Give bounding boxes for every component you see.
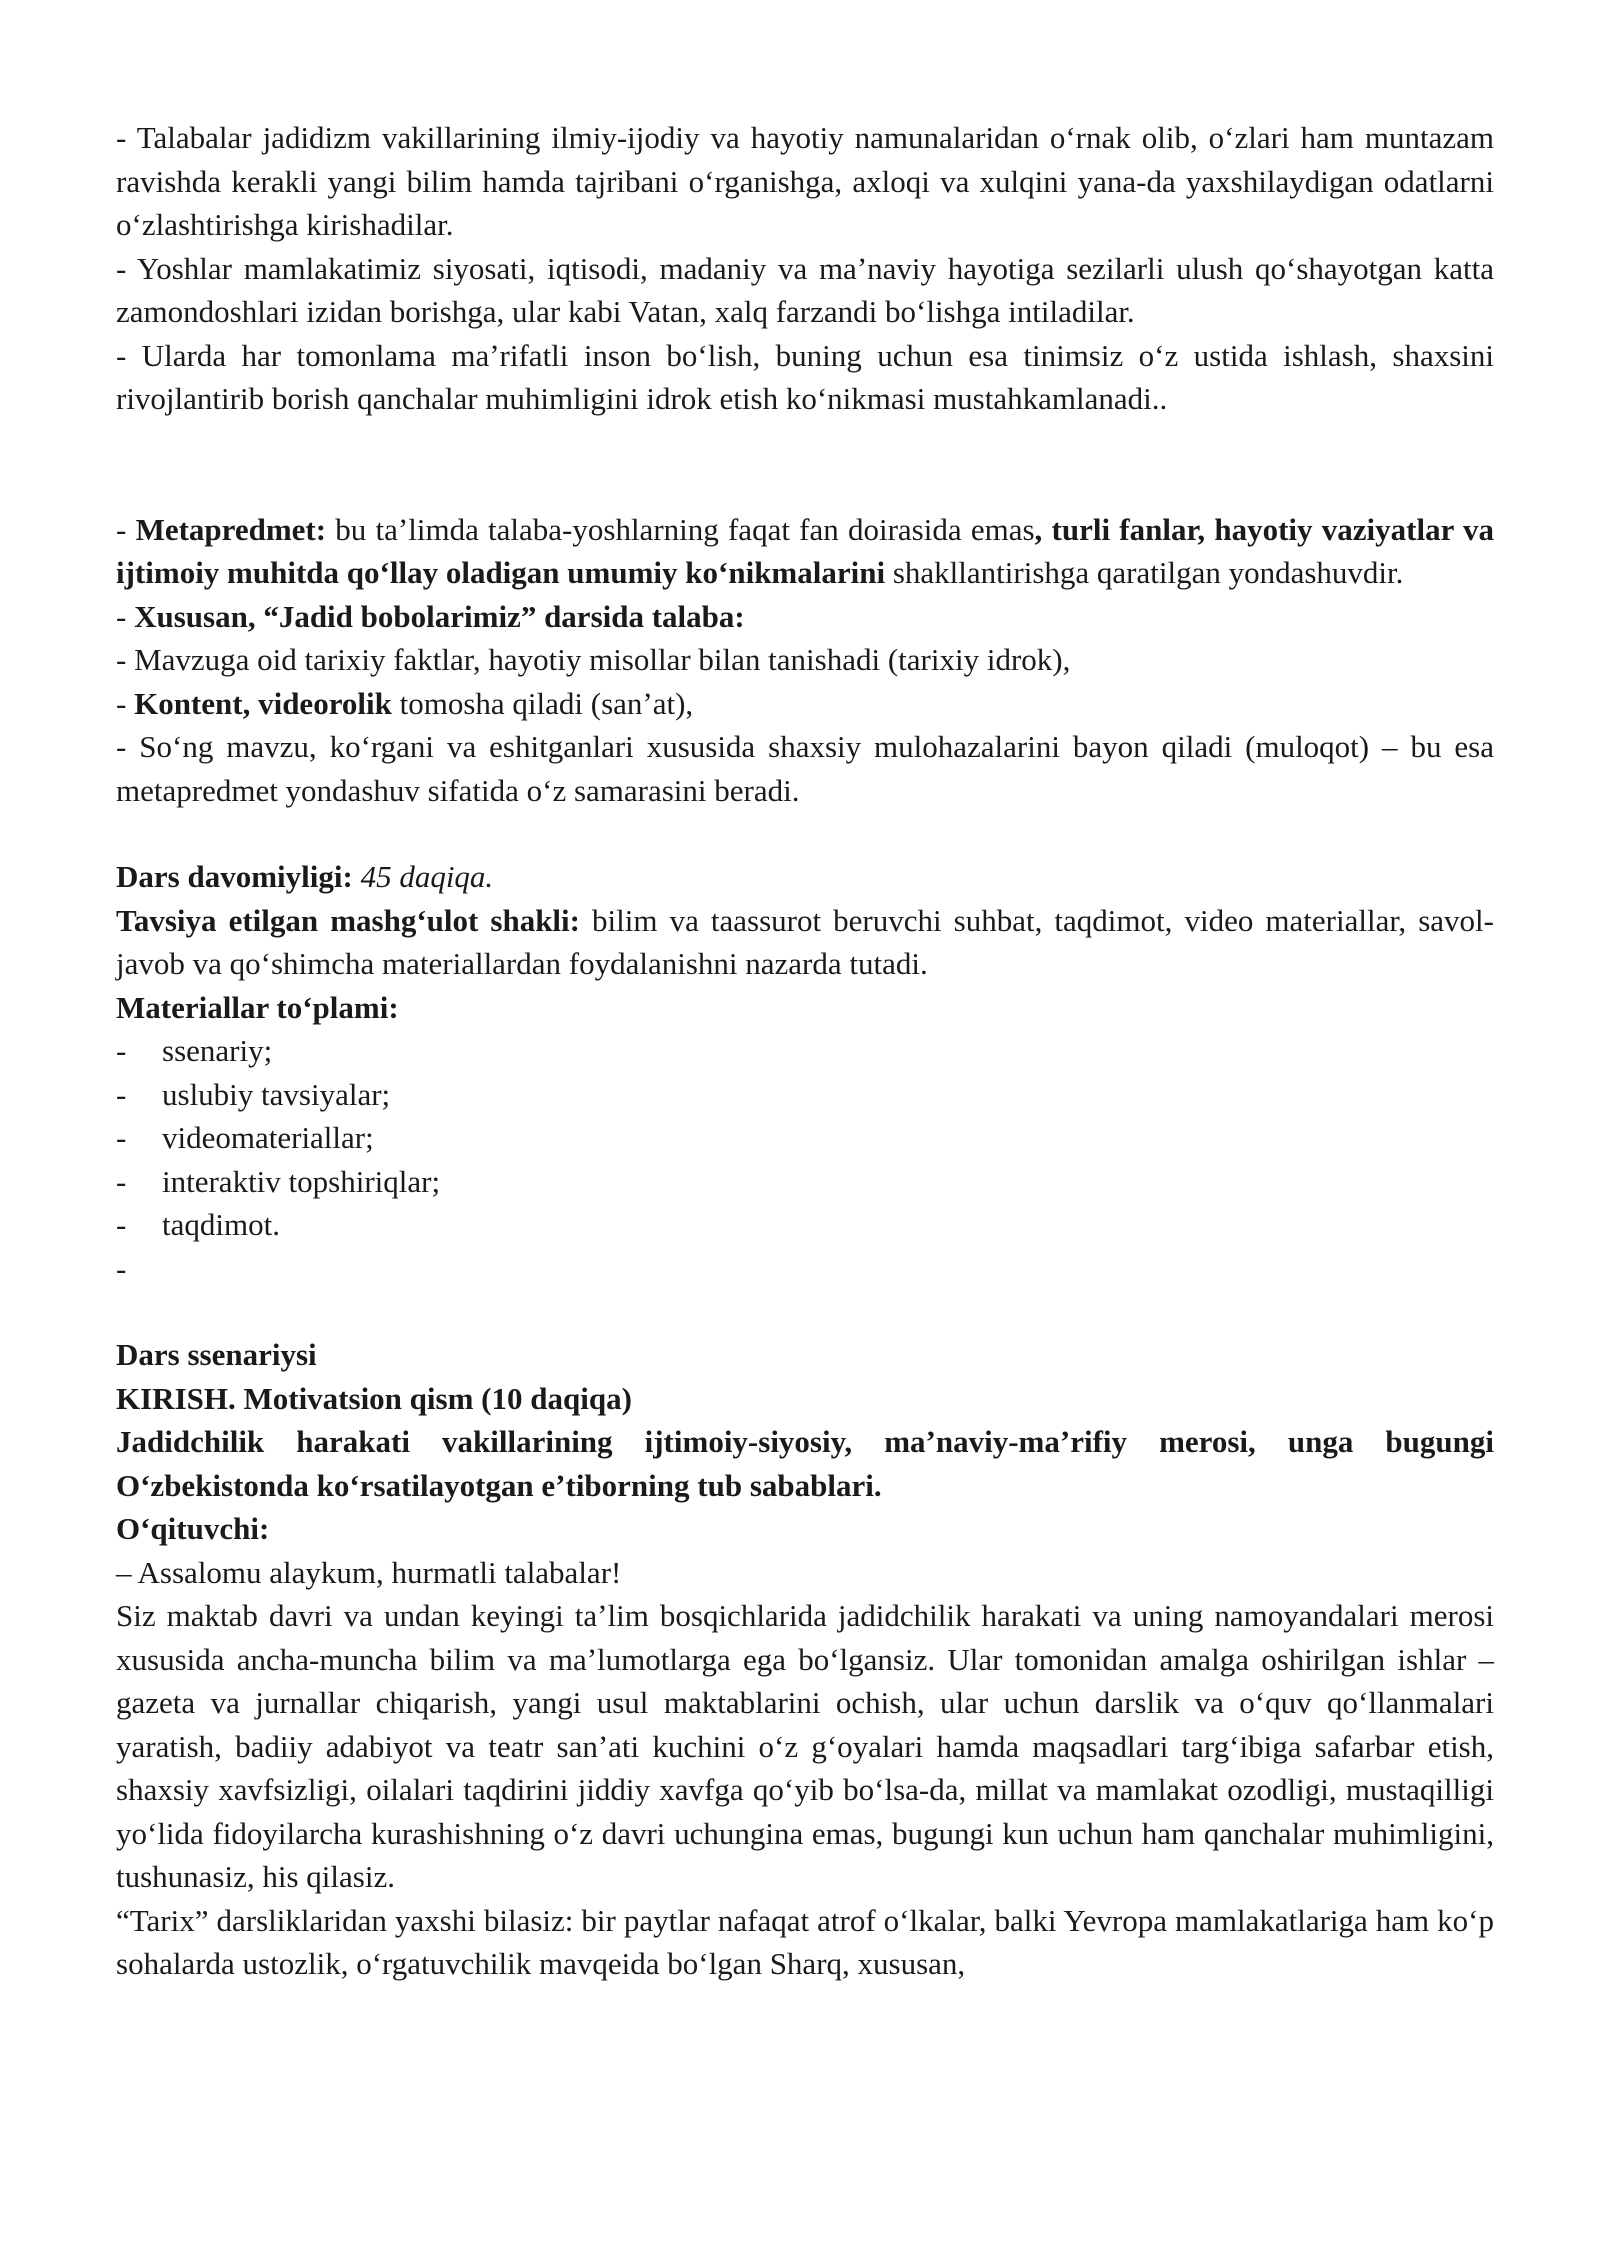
spacer (116, 1290, 1494, 1333)
list-item (116, 1029, 1494, 1073)
scenario-heading (116, 1420, 1494, 1507)
teacher-label-text: Oʻqituvchi: (116, 1511, 270, 1546)
list-dash: - (116, 1207, 127, 1242)
list-item (116, 1116, 1494, 1160)
scenario-title (116, 1333, 1494, 1377)
list-item-empty (116, 1247, 1494, 1291)
list-item-text: taqdimot. (162, 1207, 280, 1242)
metapredmet-text-1: bu taʼlimda talaba-yoshlarning faqat fan doirasida emas (326, 511, 1035, 547)
outcome-paragraph-2: - Yoshlar mamlakatimiz siyosati, iqtisodi, madaniy va maʼnaviy hayotiga sezilarli ulush qoʻshayotgan katta zamondoshlari izidan borishga, ular kabi Vatan, xalq farzandi boʻlishga intiladilar. (116, 250, 1494, 329)
list-item-text: ssenariy; (162, 1033, 273, 1068)
duration-label: Dars davomiyligi: (116, 859, 353, 894)
dars-duration (116, 855, 1494, 899)
form-label: Tavsiya etilgan mashgʻulot shakli: (116, 902, 580, 938)
list-item-text: interaktiv topshiriqlar; (162, 1163, 441, 1199)
kirish-heading-text: KIRISH. Motivatsion qism (10 daqiqa) (116, 1380, 632, 1416)
spacer (116, 812, 1494, 855)
outcome-paragraph-3: - Ularda har tomonlama maʼrifatli inson boʻlish, buning uchun esa tinimsiz oʻz ustida ishlash, shaxsini rivojlantirib borish qanchalar muhimligini idrok etish koʻnikmasi mustahkamlanadi.. (116, 337, 1494, 416)
metapredmet-item-kontent (116, 682, 1494, 726)
metapredmet-prefix: - (116, 511, 136, 547)
materials-list (116, 1029, 1494, 1290)
spacer (116, 421, 1494, 508)
metapredmet-item-mavzuga: - Mavzuga oid tarixiy faktlar, hayotiy misollar bilan tanishadi (tarixiy idrok), (116, 642, 1071, 677)
list-dash: - (116, 1163, 127, 1199)
metapredmet-paragraph (116, 508, 1494, 595)
item-dash: - (116, 598, 135, 634)
metapredmet-item-xususan (116, 595, 1494, 639)
list-dash: - (116, 1250, 127, 1286)
duration-value: 45 daqiqa. (352, 859, 494, 894)
list-dash: - (116, 1120, 127, 1155)
metapredmet-bold-text: , turli fanlar, hayotiy vaziyatlar va ijtimoiy muhitda qoʻllay oladigan umumiy koʻnikmalarini (116, 511, 1495, 590)
document-content (116, 116, 1494, 1986)
list-dash: - (116, 1033, 127, 1068)
metapredmet-text-2: shakllantirishga qaratilgan yondashuvdir. (885, 555, 1404, 590)
greeting: – Assalomu alaykum, hurmatli talabalar! (116, 1554, 622, 1590)
kontent-label: Kontent, videorolik (134, 685, 392, 721)
materials-title (116, 986, 1494, 1030)
scenario-paragraph-2: “Tarix” darsliklaridan yaxshi bilasiz: bir paytlar nafaqat atrof oʻlkalar, balki Yevropa mamlakatlariga ham koʻp sohalarda ustozlik, oʻrgatuvchilik mavqeida boʻlgan Sharq, xususan, (116, 1902, 1494, 1981)
metapredmet-label: Metapredmet: (135, 511, 327, 547)
outcome-paragraph-1: - Talabalar jadidizm vakillarining ilmiy-ijodiy va hayotiy namunalaridan oʻrnak olib, oʻzlari ham muntazam ravishda kerakli yangi bilim hamda tajribani oʻrganishga, axloqi va xulqini yana-da yaxshilaydigan odatlarni oʻzlashtirishga kirishadilar. (116, 120, 1494, 242)
scenario-heading-text: Jadidchilik harakati vakillarining ijtimoiy-siyosiy, maʼnaviy-maʼrifiy merosi, unga bugungi Oʻzbekistonda koʻrsatilayotgan eʼtiborning tub sabablari. (116, 1424, 1494, 1503)
form-text: bilim va taassurot beruvchi suhbat, taqdimot, video materiallar, savol-javob va qoʻshimcha materiallardan foydalanishni nazarda tutadi. (116, 902, 1494, 981)
item-dash: - (116, 685, 135, 721)
scenario-title-text: Dars ssenariysi (116, 1337, 317, 1372)
list-item (116, 1160, 1494, 1204)
list-dash: - (116, 1076, 127, 1112)
metapredmet-item-song: - Soʻng mavzu, koʻrgani va eshitganlari xususida shaxsiy mulohazalarini bayon qiladi (muloqot) – bu esa metapredmet yondashuv sifatida oʻz samarasini beradi. (116, 729, 1494, 808)
kontent-text: tomosha qiladi (sanʼat), (391, 685, 694, 721)
list-item-text: videomateriallar; (162, 1120, 374, 1155)
scenario-paragraph-1: Siz maktab davri va undan keyingi taʼlim bosqichlarida jadidchilik harakati va uning namoyandalari merosi xususida ancha-muncha bilim va maʼlumotlarga ega boʻlgansiz. Ular tomonidan amalga oshirilgan ishlar – gazeta va jurnallar chiqarish, yangi usul maktablarini ochish, ular uchun darslik va oʻquv qoʻllanmalari yaratish, badiiy adabiyot va teatr sanʼati kuchini oʻz gʻoyalari hamda maqsadlari targʻibiga safarbar etish, shaxsiy xavfsizligi, oilalari taqdirini jiddiy xavfga qoʻyib boʻlsa-da, millat va mamlakat ozodligi, mustaqilligi yoʻlida fidoyilarcha kurashishning oʻz davri uchungina emas, bugungi kun uchun ham qanchalar muhimligini, tushunasiz, his qilasiz. (116, 1598, 1494, 1894)
xususan-label: Xususan, “Jadid bobolarimiz” darsida talaba: (134, 598, 745, 634)
kirish-heading (116, 1377, 1494, 1421)
list-item (116, 1073, 1494, 1117)
dars-form (116, 899, 1494, 986)
list-item-text: uslubiy tavsiyalar; (162, 1076, 391, 1112)
teacher-label (116, 1507, 1494, 1551)
materials-title-text: Materiallar toʻplami: (116, 989, 399, 1025)
list-item (116, 1203, 1494, 1247)
